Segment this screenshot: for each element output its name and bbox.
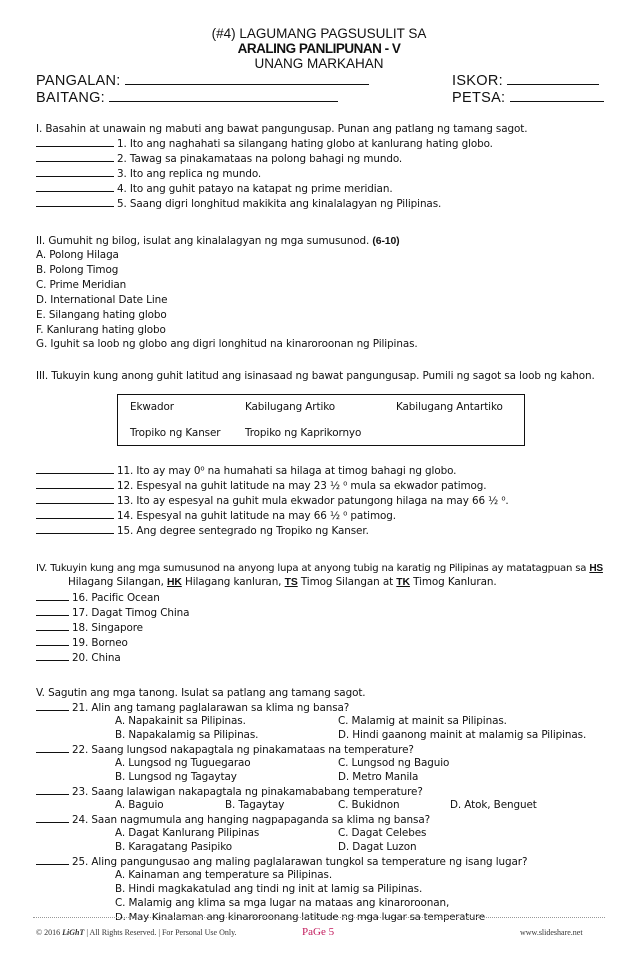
code-ts: TS xyxy=(284,577,298,588)
score-label: ISKOR: xyxy=(452,73,503,89)
part2-instruction: II. Gumuhit ng bilog, isulat ang kinalalagyan ng mga sumusunod. (6-10) xyxy=(36,235,400,247)
name-label: PANGALAN: xyxy=(36,73,121,89)
answer-blank[interactable] xyxy=(36,508,114,519)
answer-blank[interactable] xyxy=(36,605,69,616)
q22-choice-b: B. Lungsod ng Tagaytay xyxy=(115,771,237,783)
answer-blank[interactable] xyxy=(36,635,69,646)
q25-choice-d: D. May Kinalaman ang kinaroroonang latitude ng mga lugar sa temperature xyxy=(115,912,485,923)
answer-blank[interactable] xyxy=(36,650,69,661)
part4-item-20[interactable]: 20. China xyxy=(36,650,121,666)
part3-item-12[interactable]: 12. Espesyal na guhit latitude na may 23 ½ ⁰ mula sa ekwador patimog. xyxy=(36,478,486,494)
q21-choice-d: D. Hindi gaanong mainit at malamig sa Pilipinas. xyxy=(338,729,587,741)
q21-choice-c: C. Malamig at mainit sa Pilipinas. xyxy=(338,715,507,727)
q21-choice-a: A. Napakainit sa Pilipinas. xyxy=(115,715,246,727)
answer-blank[interactable] xyxy=(36,590,69,601)
question-22[interactable]: 22. Saang lungsod nakapagtala ng pinakamataas na temperature? xyxy=(36,742,414,758)
author-name: LiGhT xyxy=(62,928,85,937)
choice-ekwador: Ekwador xyxy=(130,401,174,413)
q22-choice-d: D. Metro Manila xyxy=(338,771,419,783)
part1-instruction: I. Basahin at unawain ng mabuti ang bawat pangungusap. Punan ang patlang ng tamang sagot. xyxy=(36,123,528,135)
question-25[interactable]: 25. Aling pangungusao ang maling paglalarawan tungkol sa temperature ng isang lugar? xyxy=(36,854,527,870)
part1-item-3[interactable]: 3. Ito ang replica ng mundo. xyxy=(36,166,261,182)
part4-item-19[interactable]: 19. Borneo xyxy=(36,635,128,651)
part1-item-4[interactable]: 4. Ito ang guhit patayo na katapat ng prime meridian. xyxy=(36,181,393,197)
part1-item-1[interactable]: 1. Ito ang naghahati sa silangang hating globo at kanlurang hating globo. xyxy=(36,136,493,152)
q25-choice-b: B. Hindi magkakatulad ang tindi ng init at lamig sa Pilipinas. xyxy=(115,883,423,895)
q23-choice-d: D. Atok, Benguet xyxy=(450,799,537,811)
question-23[interactable]: 23. Saang lalawigan nakapagtala ng pinakamababang temperature? xyxy=(36,784,423,800)
footer-left xyxy=(36,928,237,937)
date-label: PETSA: xyxy=(452,90,506,106)
title-line-2: ARALING PANLIPUNAN - V xyxy=(237,41,401,56)
answer-blank[interactable] xyxy=(36,196,114,207)
question-21[interactable]: 21. Alin ang tamang paglalarawan sa klima ng bansa? xyxy=(36,700,349,716)
answer-blank[interactable] xyxy=(36,166,114,177)
answer-blank[interactable] xyxy=(36,742,69,753)
q23-choice-b: B. Tagaytay xyxy=(225,799,285,811)
answer-blank[interactable] xyxy=(36,136,114,147)
q22-choice-c: C. Lungsod ng Baguio xyxy=(338,757,450,769)
footer-divider xyxy=(33,917,605,918)
title-line-1: (#4) LAGUMANG PAGSUSULIT SA xyxy=(211,26,427,41)
part3-item-15[interactable]: 15. Ang degree sentegrado ng Tropiko ng Kanser. xyxy=(36,523,369,539)
part3-instruction: III. Tukuyin kung anong guhit latitud ang isinasaad ng bawat pangungusap. Pumili ng sagot sa loob ng kahon. xyxy=(36,370,595,382)
part3-item-14[interactable]: 14. Espesyal na guhit latitude na may 66 ½ ⁰ patimog. xyxy=(36,508,396,524)
answer-blank[interactable] xyxy=(36,523,114,534)
answer-blank[interactable] xyxy=(36,181,114,192)
grade-label: BAITANG: xyxy=(36,90,106,106)
score-field[interactable] xyxy=(452,72,599,89)
q24-choice-c: C. Dagat Celebes xyxy=(338,827,427,839)
part2-item-b: B. Polong Timog xyxy=(36,264,119,276)
part4-item-17[interactable]: 17. Dagat Timog China xyxy=(36,605,189,621)
part2-item-d: D. International Date Line xyxy=(36,294,168,306)
page-number: PaGe 5 xyxy=(302,926,335,938)
code-tk: TK xyxy=(396,577,410,588)
q24-choice-d: D. Dagat Luzon xyxy=(338,841,417,853)
date-blank[interactable] xyxy=(510,89,604,102)
q25-choice-a: A. Kainaman ang temperature sa Pilipinas. xyxy=(115,869,333,881)
q25-choice-c: C. Malamig ang klima sa mga lugar na mataas ang kinaroroonan, xyxy=(115,897,450,909)
q24-choice-b: B. Karagatang Pasipiko xyxy=(115,841,233,853)
question-24[interactable]: 24. Saan nagmumula ang hanging nagpapaganda sa klima ng bansa? xyxy=(36,812,430,828)
part4-legend: Hilagang Silangan, HK Hilagang kanluran, TS Timog Silangan at TK Timog Kanluran. xyxy=(68,576,497,588)
part2-item-f: F. Kanlurang hating globo xyxy=(36,324,166,336)
part4-item-18[interactable]: 18. Singapore xyxy=(36,620,143,636)
name-field[interactable] xyxy=(36,72,369,89)
grade-field[interactable] xyxy=(36,89,338,106)
site-url[interactable]: www.slideshare.net xyxy=(520,928,583,937)
part4-instruction: IV. Tukuyin kung ang mga sumusunod na anyong lupa at anyong tubig na karatig ng Pilipinas ay matatagpuan sa HS xyxy=(36,563,603,574)
rights-text: | All Rights Reserved. | For Personal Use Only. xyxy=(86,928,237,937)
code-hk: HK xyxy=(166,577,182,588)
part3-item-11[interactable]: 11. Ito ay may 0⁰ na humahati sa hilaga at timog bahagi ng globo. xyxy=(36,463,456,479)
part3-item-13[interactable]: 13. Ito ay espesyal na guhit mula ekwador patungong hilaga na may 66 ½ ⁰. xyxy=(36,493,509,509)
part2-points: (6-10) xyxy=(372,236,400,247)
part2-item-a: A. Polong Hilaga xyxy=(36,249,119,261)
choice-kabilugang-artiko: Kabilugang Artiko xyxy=(245,401,336,413)
part2-item-g: G. Iguhit sa loob ng globo ang digri longhitud na kinaroroonan ng Pilipinas. xyxy=(36,338,418,350)
part1-item-5[interactable]: 5. Saang digri longhitud makikita ang kinalalagyan ng Pilipinas. xyxy=(36,196,441,212)
answer-blank[interactable] xyxy=(36,151,114,162)
copyright-text: © 2016 xyxy=(36,928,61,937)
q23-choice-a: A. Baguio xyxy=(115,799,164,811)
answer-blank[interactable] xyxy=(36,478,114,489)
choice-tropiko-kaprikornyo: Tropiko ng Kaprikornyo xyxy=(245,427,362,439)
q23-choice-c: C. Bukidnon xyxy=(338,799,400,811)
answer-blank[interactable] xyxy=(36,812,69,823)
q21-choice-b: B. Napakalamig sa Pilipinas. xyxy=(115,729,259,741)
part4-item-16[interactable]: 16. Pacific Ocean xyxy=(36,590,160,606)
part1-item-2[interactable]: 2. Tawag sa pinakamataas na polong bahagi ng mundo. xyxy=(36,151,402,167)
part2-item-c: C. Prime Meridian xyxy=(36,279,127,291)
date-field[interactable] xyxy=(452,89,604,106)
choice-tropiko-kanser: Tropiko ng Kanser xyxy=(130,427,221,439)
title-line-3: UNANG MARKAHAN xyxy=(254,56,384,71)
part5-instruction: V. Sagutin ang mga tanong. Isulat sa patlang ang tamang sagot. xyxy=(36,687,366,699)
answer-blank[interactable] xyxy=(36,463,114,474)
answer-blank[interactable] xyxy=(36,784,69,795)
grade-blank[interactable] xyxy=(109,89,338,102)
choice-kabilugang-antartiko: Kabilugang Antartiko xyxy=(396,401,503,413)
answer-blank[interactable] xyxy=(36,620,69,631)
code-hs: HS xyxy=(589,563,603,574)
q22-choice-a: A. Lungsod ng Tuguegarao xyxy=(115,757,251,769)
answer-blank[interactable] xyxy=(36,854,69,865)
q24-choice-a: A. Dagat Kanlurang Pilipinas xyxy=(115,827,260,839)
answer-blank[interactable] xyxy=(36,700,69,711)
part2-item-e: E. Silangang hating globo xyxy=(36,309,167,321)
score-blank[interactable] xyxy=(507,72,599,85)
answer-blank[interactable] xyxy=(36,493,114,504)
name-blank[interactable] xyxy=(125,72,369,85)
